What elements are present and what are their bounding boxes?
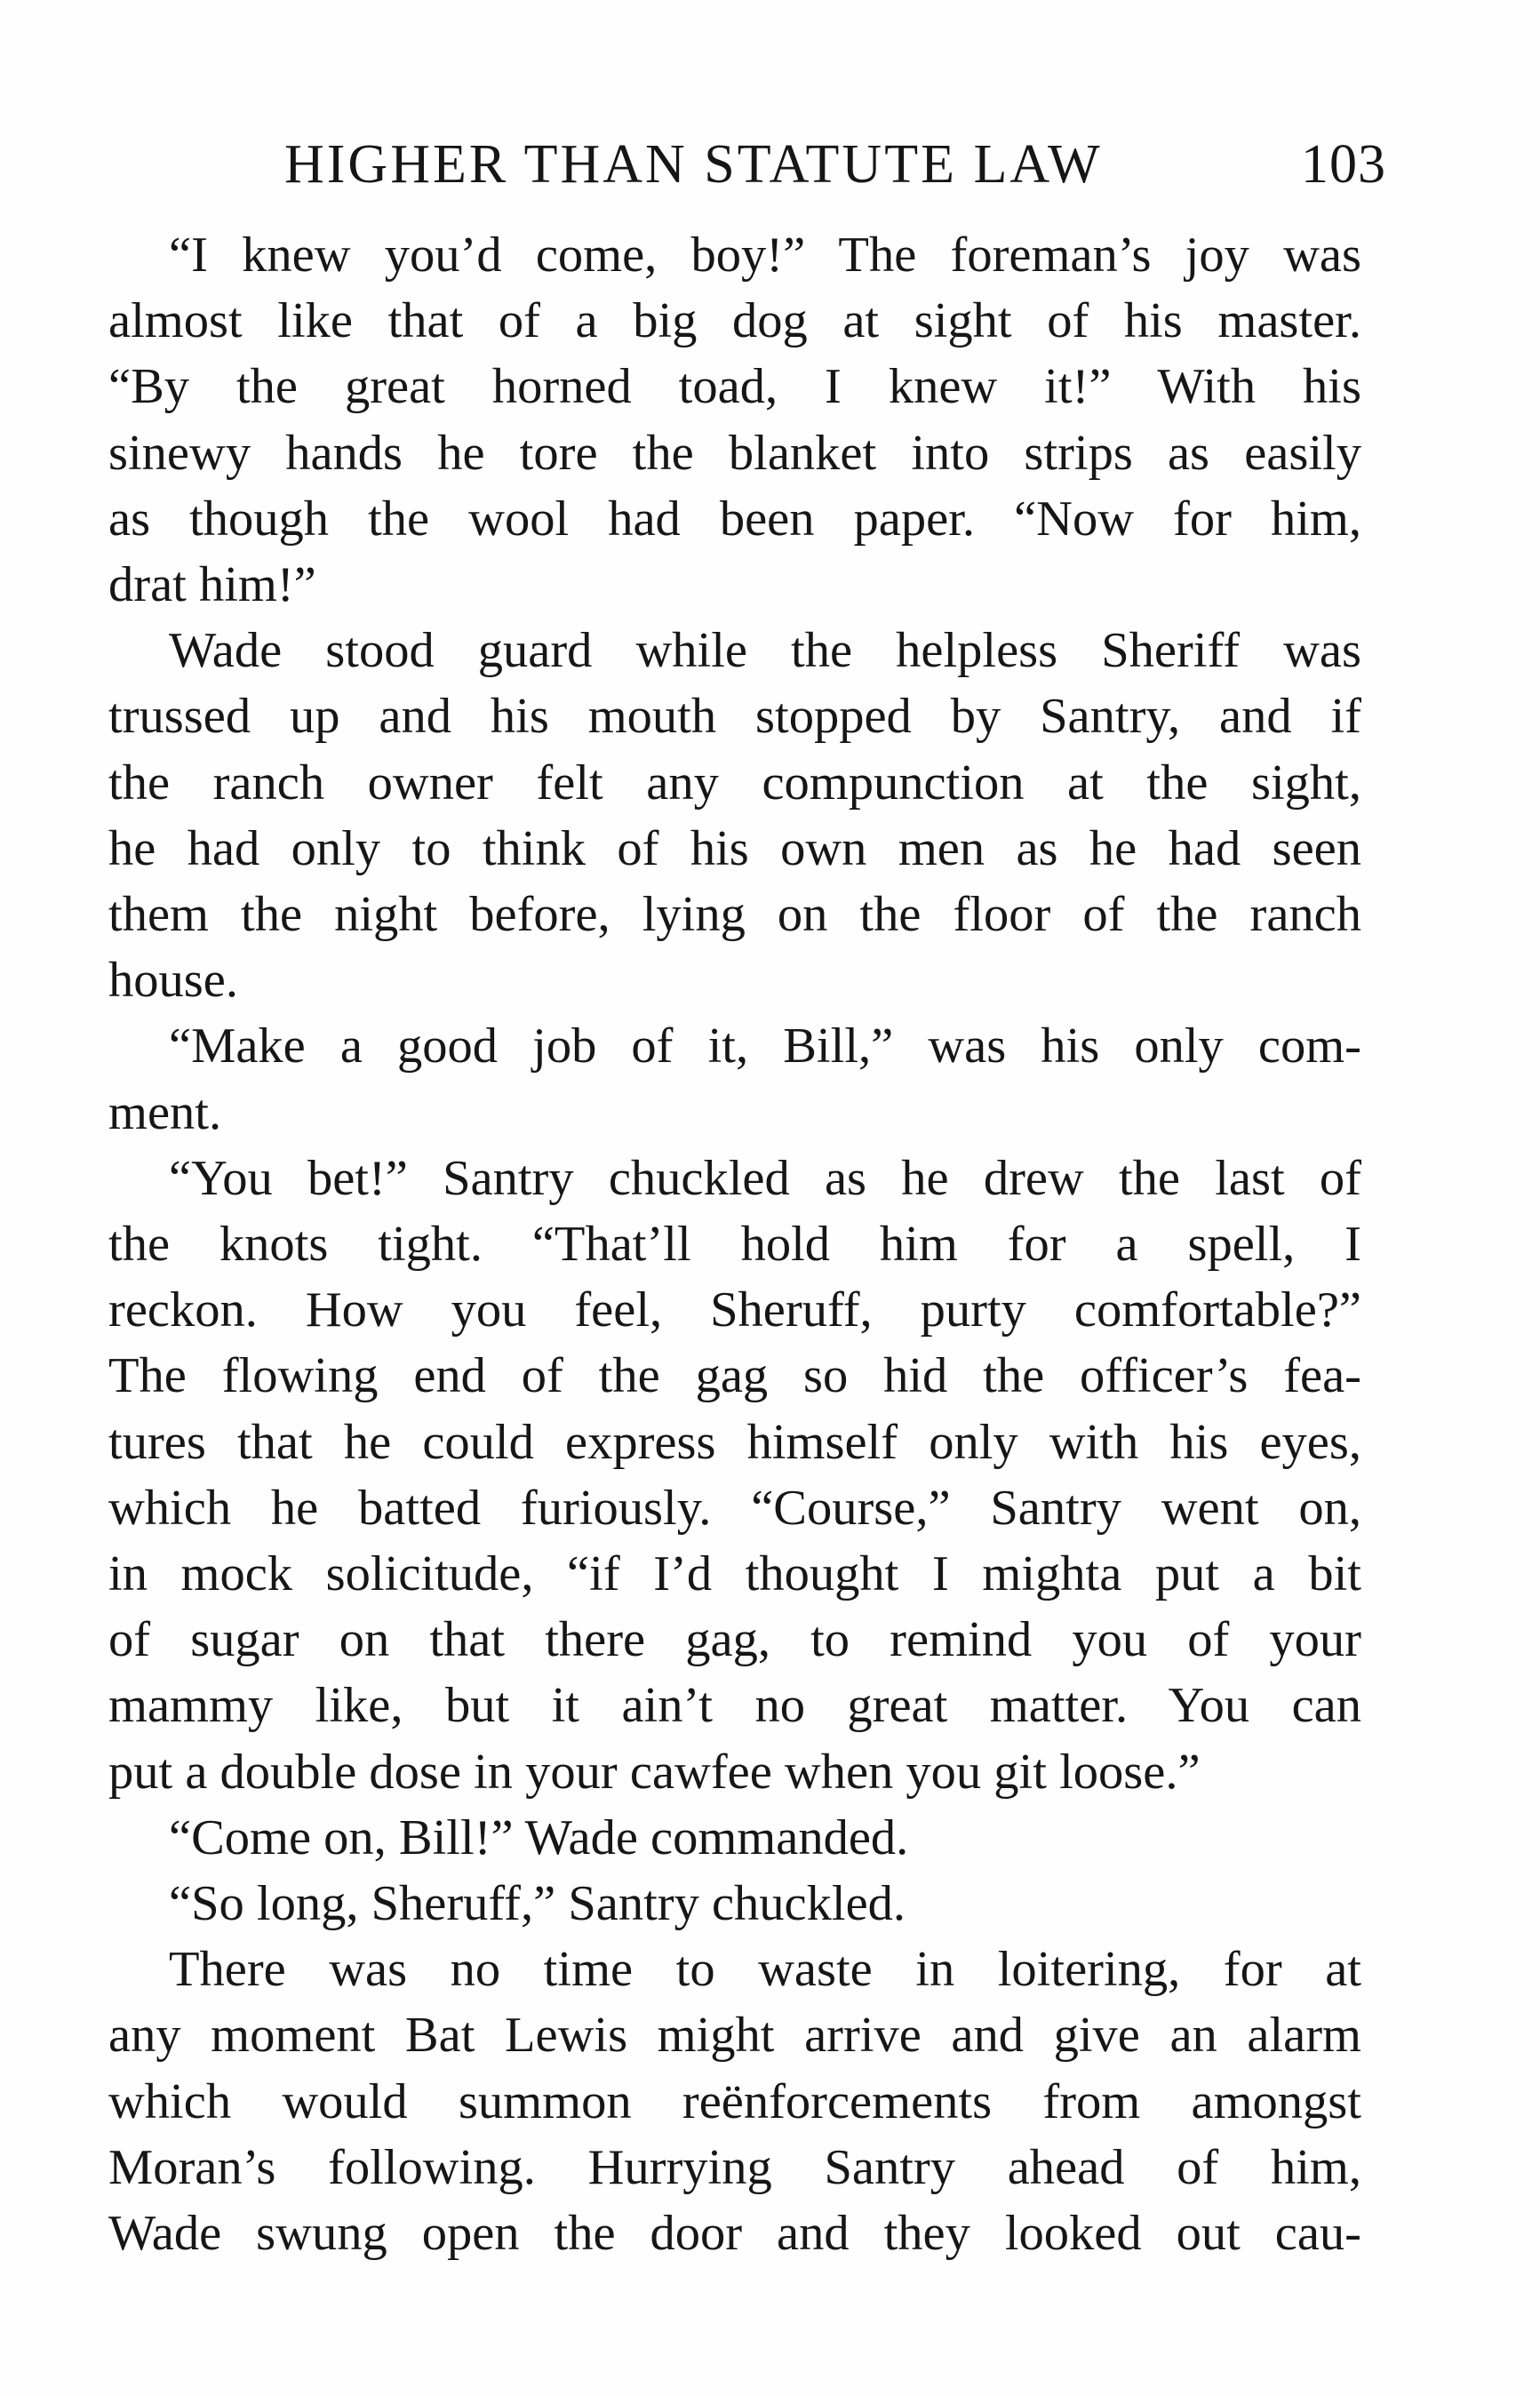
text-line: There was no time to waste in loitering, for at bbox=[169, 1942, 1361, 1998]
running-title: HIGHER THAN STATUTE LAW bbox=[284, 134, 1103, 195]
text-line: sinewy hands he tore the blanket into strips as easily bbox=[108, 425, 1361, 481]
text-line: of sugar on that there gag, to remind you of your bbox=[108, 1612, 1361, 1668]
paragraph bbox=[108, 222, 1361, 618]
text-line: “I knew you’d come, boy!” The foreman’s joy was bbox=[169, 228, 1361, 283]
text-line: tures that he could express himself only with his eyes, bbox=[108, 1414, 1361, 1470]
text-line: any moment Bat Lewis might arrive and give an alarm bbox=[108, 2008, 1361, 2064]
text-line: put a double dose in your cawfee when you git loose.” bbox=[108, 1744, 1201, 1800]
text-line: The flowing end of the gag so hid the officer’s fea- bbox=[108, 1348, 1361, 1404]
text-line: “You bet!” Santry chuckled as he drew the last of bbox=[169, 1150, 1361, 1206]
text-line: drat him!” bbox=[108, 557, 316, 613]
body-text bbox=[108, 222, 1361, 2266]
text-line: house. bbox=[108, 953, 238, 1009]
text-line: “So long, Sheruff,” Santry chuckled. bbox=[169, 1876, 906, 1932]
page-number: 103 bbox=[1301, 134, 1386, 195]
text-line: reckon. How you feel, Sheruff, purty comfortable?” bbox=[108, 1282, 1361, 1338]
text-line: Moran’s following. Hurrying Santry ahead of him, bbox=[108, 2139, 1361, 2195]
text-line: trussed up and his mouth stopped by Santry, and if bbox=[108, 689, 1361, 745]
paragraph bbox=[108, 618, 1361, 1013]
paragraph bbox=[108, 1805, 1361, 1871]
text-line: mammy like, but it ain’t no great matter. You can bbox=[108, 1678, 1361, 1734]
paragraph bbox=[108, 1937, 1361, 2266]
text-line: which he batted furiously. “Course,” Santry went on, bbox=[108, 1480, 1361, 1536]
text-line: which would summon reënforcements from amongst bbox=[108, 2073, 1361, 2129]
running-head bbox=[107, 124, 1386, 204]
paragraph bbox=[108, 1013, 1361, 1145]
text-line: almost like that of a big dog at sight of his master. bbox=[108, 293, 1361, 349]
text-line: Wade swung open the door and they looked out cau- bbox=[108, 2206, 1361, 2262]
paragraph bbox=[108, 1871, 1361, 1937]
text-line: he had only to think of his own men as he had seen bbox=[108, 820, 1361, 876]
text-line: them the night before, lying on the floor of the ranch bbox=[108, 887, 1361, 943]
text-line: ment. bbox=[108, 1084, 222, 1140]
text-line: as though the wool had been paper. “Now for him, bbox=[108, 491, 1361, 547]
paragraph bbox=[108, 1146, 1361, 1805]
text-line: in mock solicitude, “if I’d thought I mighta put a bit bbox=[108, 1546, 1361, 1602]
text-line: the ranch owner felt any compunction at the sight, bbox=[108, 755, 1361, 811]
text-line: “Make a good job of it, Bill,” was his only com- bbox=[169, 1018, 1361, 1074]
text-line: Wade stood guard while the helpless Sheriff was bbox=[169, 623, 1361, 679]
text-line: “Come on, Bill!” Wade commanded. bbox=[169, 1809, 909, 1865]
text-line: the knots tight. “That’ll hold him for a spell, I bbox=[108, 1217, 1361, 1273]
text-line: “By the great horned toad, I knew it!” With his bbox=[108, 359, 1361, 415]
